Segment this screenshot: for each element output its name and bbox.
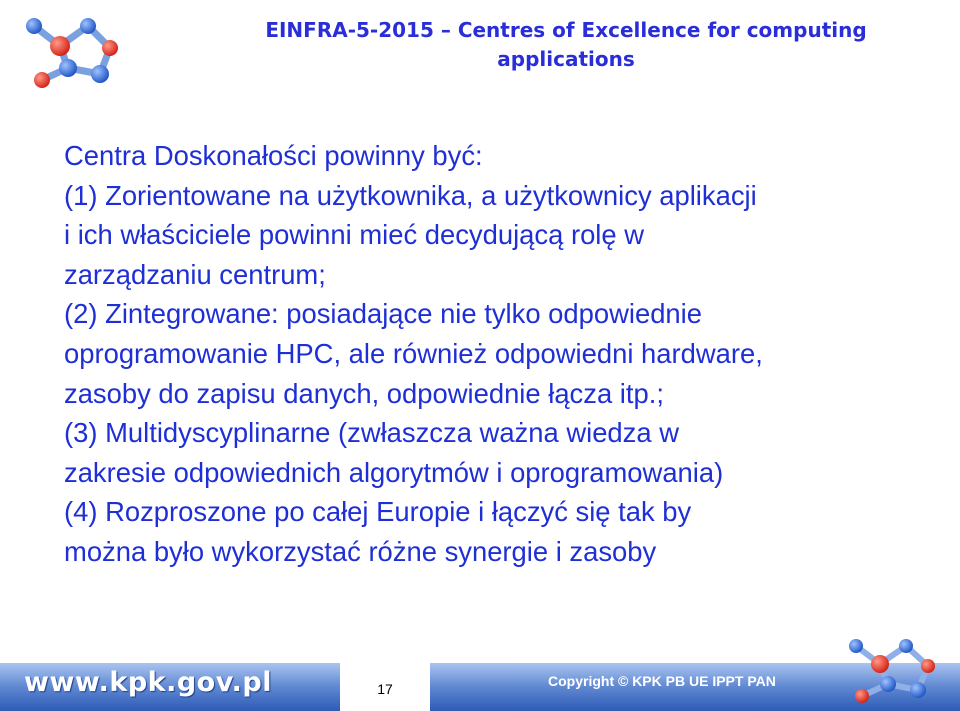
molecule-logo-bottom [832, 632, 944, 710]
body-line: Centra Doskonałości powinny być: [64, 140, 483, 171]
body-line: zasoby do zapisu danych, odpowiednie łącza itp.; [64, 377, 664, 409]
molecule-logo-top [12, 8, 130, 100]
copyright-text: Copyright © KPK PB UE IPPT PAN [548, 673, 776, 689]
body-line: (3) Multidyscyplinarne (zwłaszcza ważna wiedza w [64, 417, 679, 449]
page-number-box [340, 663, 430, 711]
slide-title-line1: EINFRA-5-2015 – Centres of Excellence for computing [265, 18, 867, 42]
slide-body [64, 136, 944, 572]
body-line: (1) Zorientowane na użytkownika, a użytkownicy aplikacji [64, 179, 757, 211]
body-line: (4) Rozproszone po całej Europie i łączyć się tak by [64, 496, 692, 528]
slide-title [196, 16, 936, 74]
body-line: i ich właściciele powinni mieć decydującą rolę w [64, 219, 645, 251]
page-number: 17 [377, 681, 393, 697]
body-line: zarządzaniu centrum; [64, 258, 326, 290]
footer-bar [0, 663, 960, 711]
slide-title-line2: applications [497, 47, 635, 71]
body-line: (2) Zintegrowane: posiadające nie tylko odpowiednie [64, 298, 702, 330]
body-line: można było wykorzystać różne synergie i zasoby [64, 535, 657, 567]
footer-url-link[interactable]: www.kpk.gov.pl [24, 667, 272, 698]
body-line: zakresie odpowiednich algorytmów i oprogramowania) [64, 456, 724, 488]
body-line: oprogramowanie HPC, ale również odpowiedni hardware, [64, 337, 763, 369]
